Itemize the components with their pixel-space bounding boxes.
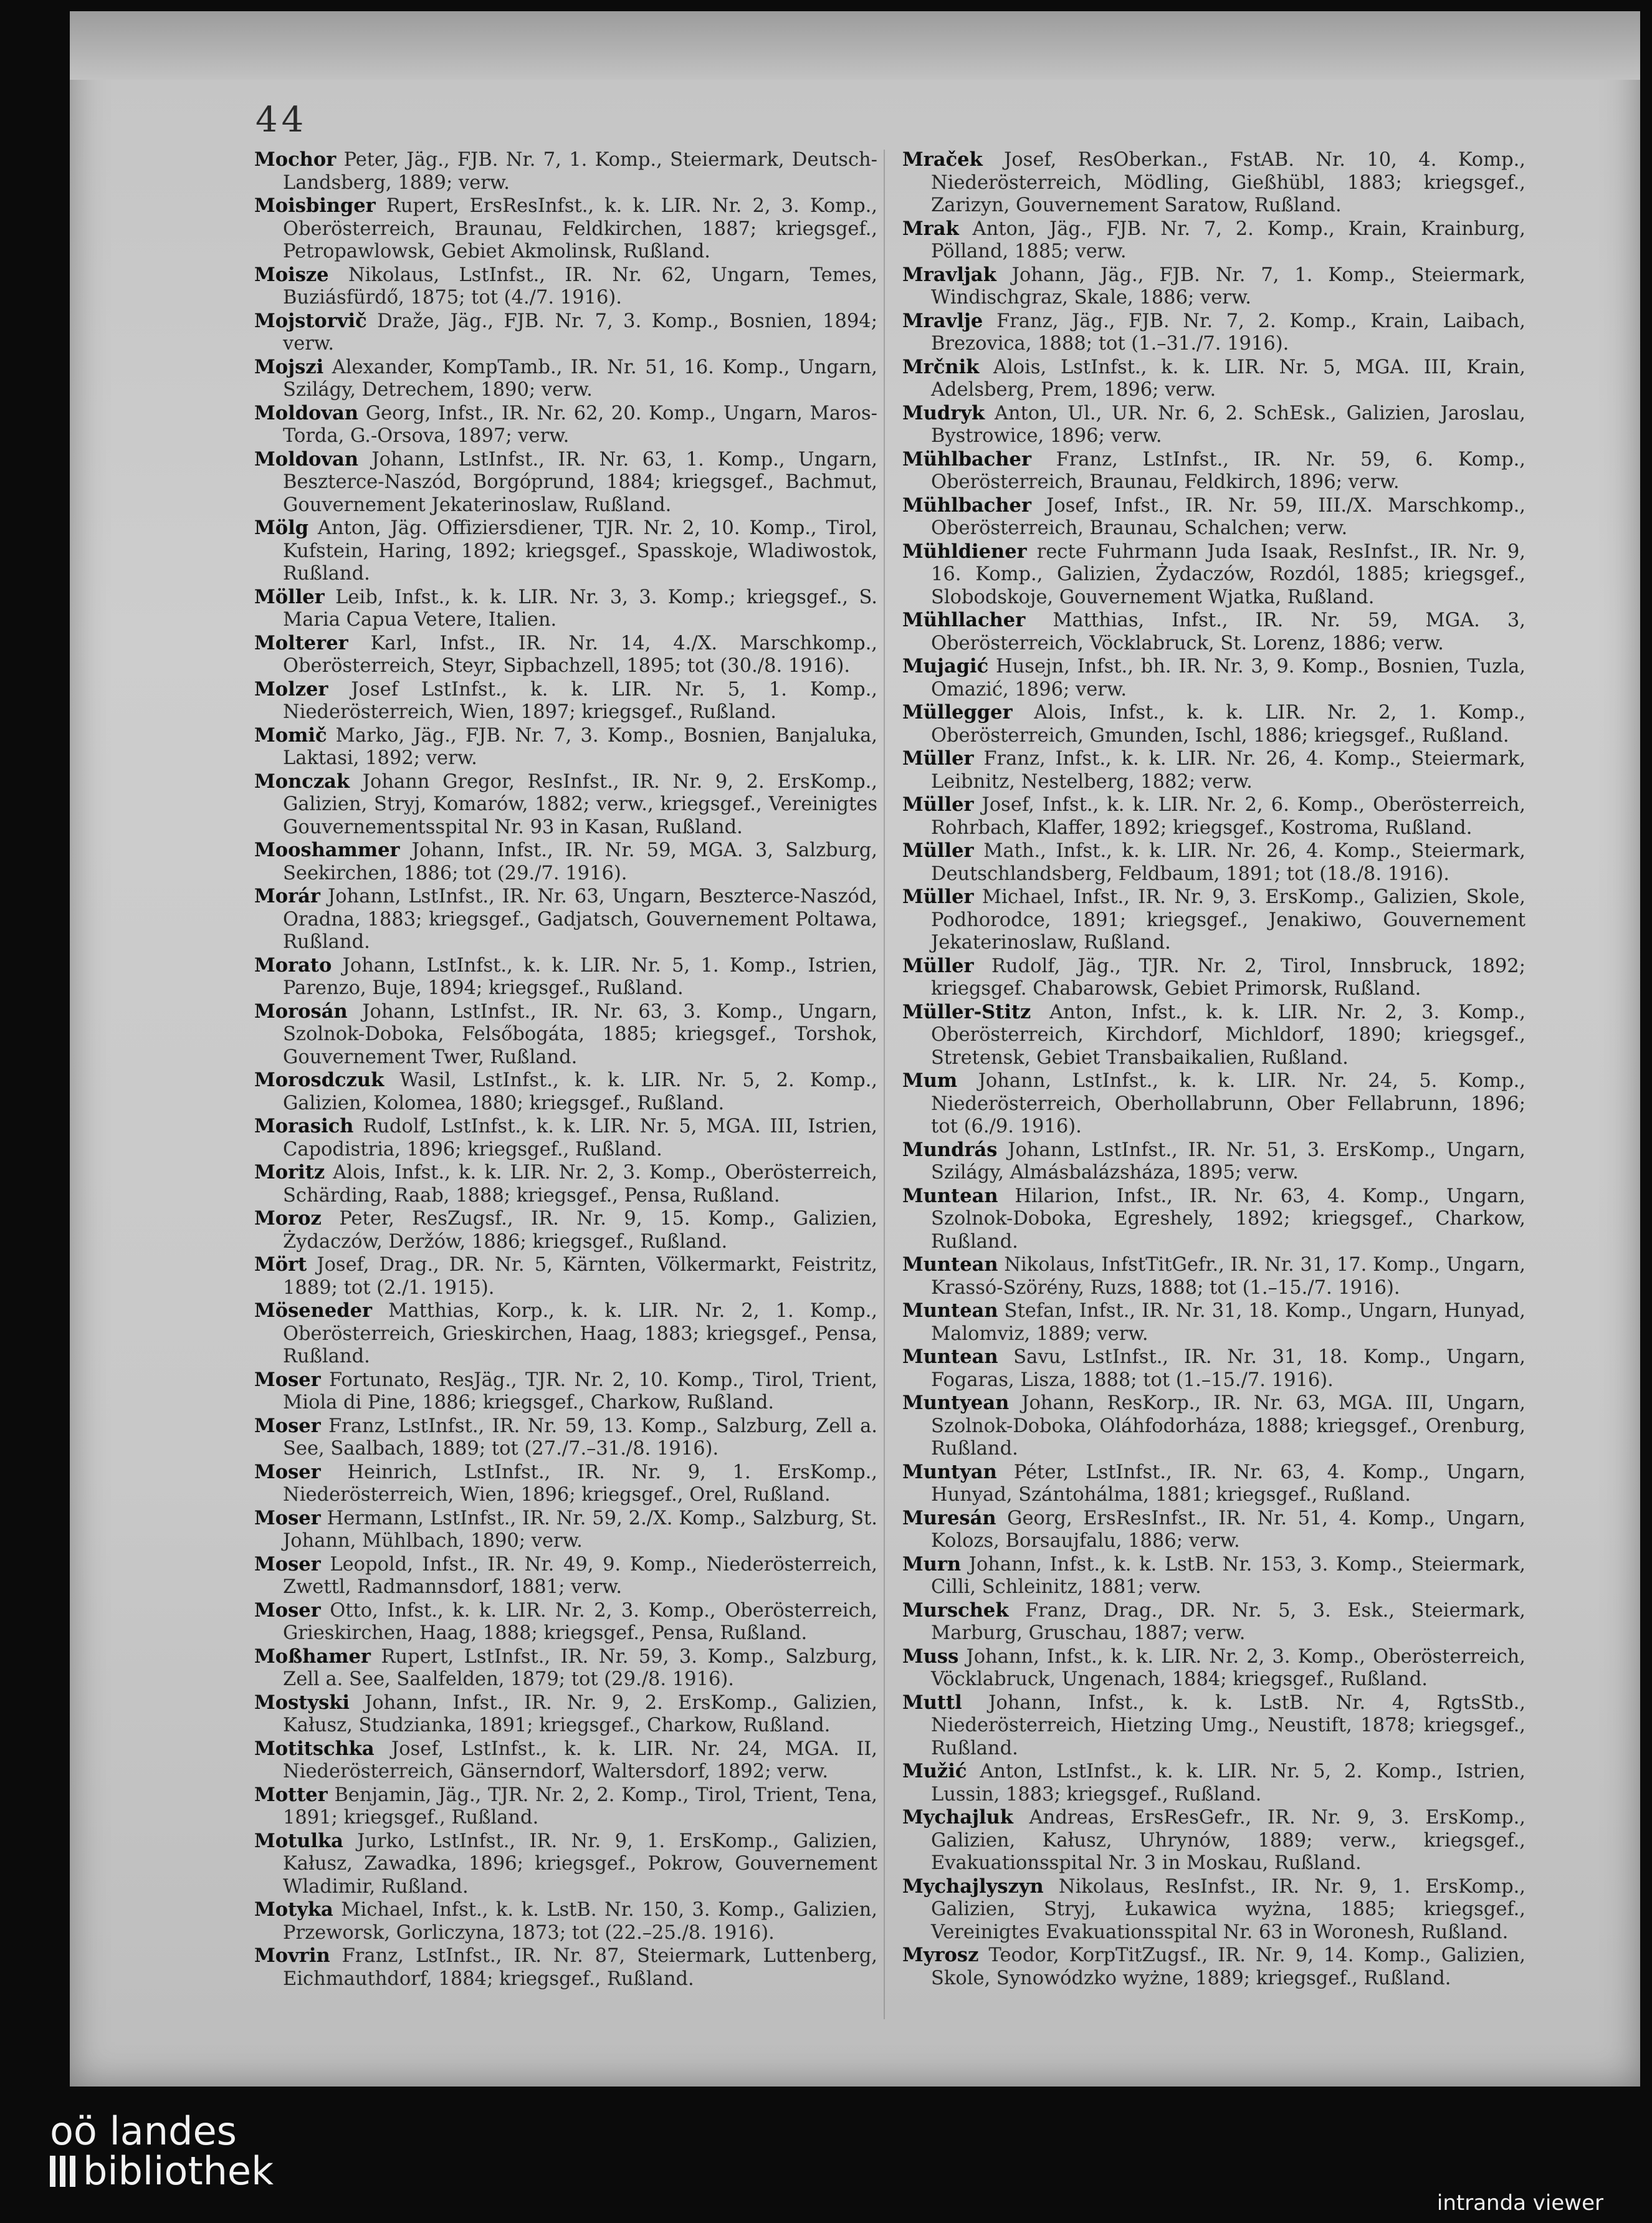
entry-details: Fortunato, ResJäg., TJR. Nr. 2, 10. Komp., Tirol, Trient, Miola di Pine, 1886; kriegsgef., Charkow, Rußland.	[283, 1369, 877, 1413]
entry-details: Franz, Infst., k. k. LIR. Nr. 26, 4. Komp., Steiermark, Leibnitz, Nestelberg, 1882; verw.	[931, 748, 1525, 793]
register-entry	[254, 1369, 877, 1415]
register-entry	[254, 402, 877, 448]
register-entry	[254, 954, 877, 1000]
register-entry	[902, 1944, 1525, 1990]
entry-surname: Muntean	[902, 1184, 998, 1207]
entry-details: Johann, Infst., k. k. LIR. Nr. 2, 3. Komp., Oberösterreich, Vöcklabruck, Ungenach, 1884; kriegsgef., Rußland.	[931, 1645, 1525, 1690]
entry-surname: Murn	[902, 1552, 962, 1575]
entry-surname: Movrin	[254, 1944, 330, 1967]
entry-surname: Morato	[254, 954, 332, 977]
register-entry	[254, 194, 877, 264]
entry-surname: Müller	[902, 747, 974, 770]
entry-details: Michael, Infst., IR. Nr. 9, 3. ErsKomp., Galizien, Skole, Podhorodce, 1891; kriegsgef., Jenakiwo, Gouvernement Jekaterinoslaw, Rußland.	[931, 886, 1525, 954]
entry-surname: Mravljak	[902, 263, 996, 286]
entry-surname: Motter	[254, 1783, 328, 1806]
register-entry	[902, 955, 1525, 1001]
entry-surname: Momič	[254, 724, 327, 747]
entry-surname: Mölg	[254, 517, 309, 539]
entry-surname: Moroz	[254, 1207, 322, 1230]
entry-surname: Muss	[902, 1645, 959, 1668]
entry-surname: Myrosz	[902, 1944, 979, 1966]
entry-surname: Moser	[254, 1460, 321, 1483]
entry-details: Johann Gregor, ResInfst., IR. Nr. 9, 2. ErsKomp., Galizien, Stryj, Komarów, 1882; verw., kriegsgef., Vereinigtes Gouvernementsspital Nr. 93 in Kasan, Rußland.	[283, 770, 877, 838]
entry-details: Husejn, Infst., bh. IR. Nr. 3, 9. Komp., Bosnien, Tuzla, Omazić, 1896; verw.	[931, 656, 1525, 700]
register-entry	[902, 839, 1525, 886]
left-column	[254, 148, 877, 1991]
entry-surname: Müller	[902, 839, 974, 862]
register-entry	[902, 1645, 1525, 1691]
register-entry	[254, 356, 877, 402]
entry-details: Franz, Jäg., FJB. Nr. 7, 2. Komp., Krain, Laibach, Brezovica, 1888; tot (1.–31./7. 1916).	[931, 310, 1525, 355]
register-entry	[902, 1346, 1525, 1392]
register-entry	[902, 1760, 1525, 1806]
register-entry	[254, 1691, 877, 1738]
entry-details: Johann, Infst., k. k. LstB. Nr. 4, RgtsStb., Niederösterreich, Hietzing Umg., Neustift, 1878; kriegsgef., Rußland.	[931, 1691, 1525, 1759]
entry-surname: Morár	[254, 885, 321, 907]
entry-details: Johann, LstInfst., IR. Nr. 63, 1. Komp., Ungarn, Beszterce-Naszód, Borgóprund, 1884; kriegsgef., Bachmut, Gouvernement Jekaterinoslaw, Rußland.	[283, 448, 877, 516]
entry-details: recte Fuhrmann Juda Isaak, ResInfst., IR. Nr. 9, 16. Komp., Galizien, Żydaczów, Rozdól, 1885; kriegsgef., Slobodskoje, Gouvernement Wjatka, Rußland.	[931, 540, 1525, 608]
entry-details: Johann, Jäg., FJB. Nr. 7, 1. Komp., Steiermark, Windischgraz, Skale, 1886; verw.	[931, 264, 1525, 308]
entry-details: Hilarion, Infst., IR. Nr. 63, 4. Komp., Ungarn, Szolnok-Doboka, Egreshely, 1892; kriegsgef., Charkow, Rußland.	[931, 1185, 1525, 1253]
entry-details: Math., Infst., k. k. LIR. Nr. 26, 4. Komp., Steiermark, Deutschlandsberg, Feldbaum, 1891; tot (18./8. 1916).	[931, 840, 1525, 885]
entry-surname: Muntean	[902, 1299, 998, 1322]
entry-surname: Morosán	[254, 1000, 348, 1023]
right-column	[902, 148, 1525, 1990]
register-entry	[254, 1898, 877, 1944]
register-entry	[254, 448, 877, 517]
library-logo[interactable]	[50, 2108, 274, 2194]
entry-details: Anton, Infst., k. k. LIR. Nr. 2, 3. Komp., Oberösterreich, Kirchdorf, Michldorf, 1890; kriegsgef., Stretensk, Gebiet Transbaikalien, Rußland.	[931, 1001, 1525, 1069]
viewer-label[interactable]: intranda viewer	[1436, 2191, 1603, 2216]
entry-surname: Mooshammer	[254, 839, 400, 861]
entry-details: Alois, LstInfst., k. k. LIR. Nr. 5, MGA. III, Krain, Adelsberg, Prem, 1896; verw.	[931, 356, 1525, 401]
entry-details: Heinrich, LstInfst., IR. Nr. 9, 1. ErsKomp., Niederösterreich, Wien, 1896; kriegsgef., Orel, Rußland.	[283, 1461, 877, 1506]
entry-details: Anton, Ul., UR. Nr. 6, 2. SchEsk., Galizien, Jaroslau, Bystrowice, 1896; verw.	[931, 402, 1525, 447]
entry-surname: Mojstorvič	[254, 309, 367, 332]
entry-surname: Mravlje	[902, 309, 983, 332]
register-entry	[902, 886, 1525, 955]
entry-details: Peter, Jäg., FJB. Nr. 7, 1. Komp., Steiermark, Deutsch-Landsberg, 1889; verw.	[283, 149, 877, 194]
register-entry	[254, 885, 877, 954]
entry-details: Matthias, Infst., IR. Nr. 59, MGA. 3, Oberösterreich, Vöcklabruck, St. Lorenz, 1886; verw.	[931, 610, 1525, 654]
register-entry	[902, 1806, 1525, 1875]
entry-details: Franz, LstInfst., IR. Nr. 59, 6. Komp., Oberösterreich, Braunau, Feldkirch, 1896; verw.	[931, 448, 1525, 493]
entry-surname: Mudryk	[902, 401, 985, 424]
page-number: 44	[255, 100, 308, 140]
entry-details: Franz, LstInfst., IR. Nr. 59, 13. Komp., Salzburg, Zell a. See, Saalbach, 1889; tot (27./7.–31./8. 1916).	[283, 1415, 877, 1460]
entry-details: Peter, ResZugsf., IR. Nr. 9, 15. Komp., Galizien, Żydaczów, Deržów, 1886; kriegsgef., Rußland.	[283, 1208, 877, 1253]
register-entry	[902, 1001, 1525, 1070]
register-entry	[254, 1207, 877, 1253]
register-entry	[254, 678, 877, 724]
register-entry	[254, 1944, 877, 1991]
entry-surname: Muttl	[902, 1691, 962, 1714]
register-entry	[254, 1645, 877, 1691]
entry-surname: Möseneder	[254, 1299, 373, 1322]
register-entry	[902, 356, 1525, 402]
entry-details: Draže, Jäg., FJB. Nr. 7, 3. Komp., Bosnien, 1894; verw.	[283, 310, 877, 355]
entry-details: Savu, LstInfst., IR. Nr. 31, 18. Komp., Ungarn, Fogaras, Lisza, 1888; tot (1.–15./7. 1916).	[931, 1346, 1525, 1391]
entry-surname: Moser	[254, 1506, 321, 1529]
entry-surname: Müller	[902, 793, 974, 816]
entry-surname: Moser	[254, 1552, 321, 1575]
entry-surname: Mychajlyszyn	[902, 1875, 1044, 1898]
entry-details: Johann, LstInfst., k. k. LIR. Nr. 5, 1. Komp., Istrien, Parenzo, Buje, 1894; kriegsgef., Rußland.	[283, 954, 877, 999]
register-entry	[254, 1115, 877, 1161]
register-entry	[902, 494, 1525, 540]
entry-details: Johann, LstInfst., k. k. LIR. Nr. 24, 5. Komp., Niederösterreich, Oberhollabrunn, Ober Fellabrunn, 1896; tot (6./9. 1916).	[931, 1070, 1525, 1137]
entry-details: Marko, Jäg., FJB. Nr. 7, 3. Komp., Bosnien, Banjaluka, Laktasi, 1892; verw.	[283, 724, 877, 769]
entry-details: Michael, Infst., k. k. LstB. Nr. 150, 3. Komp., Galizien, Przeworsk, Gorliczyna, 1873; tot (22.–25./8. 1916).	[283, 1899, 877, 1944]
entry-details: Teodor, KorpTitZugsf., IR. Nr. 9, 14. Komp., Galizien, Skole, Synowódzko wyżne, 1889; kriegsgef., Rußland.	[931, 1944, 1525, 1989]
register-entry	[254, 1553, 877, 1599]
entry-surname: Motulka	[254, 1829, 343, 1852]
entry-details: Andreas, ErsResGefr., IR. Nr. 9, 3. ErsKomp., Galizien, Kałusz, Uhrynów, 1889; verw., kriegsgef., Evakuationsspital Nr. 3 in Moskau, Rußland.	[931, 1807, 1525, 1874]
register-entry	[254, 1738, 877, 1784]
entry-surname: Mostyski	[254, 1691, 350, 1714]
entry-details: Franz, Drag., DR. Nr. 5, 3. Esk., Steiermark, Marburg, Gruschau, 1887; verw.	[931, 1599, 1525, 1644]
register-entry	[902, 1299, 1525, 1346]
register-entry	[902, 448, 1525, 494]
entry-surname: Moldovan	[254, 447, 359, 471]
register-entry	[254, 1069, 877, 1115]
entry-surname: Mört	[254, 1253, 307, 1276]
register-entry	[902, 264, 1525, 310]
register-entry	[254, 517, 877, 586]
register-entry	[902, 148, 1525, 218]
register-entry	[254, 586, 877, 632]
entry-details: Hermann, LstInfst., IR. Nr. 59, 2./X. Komp., Salzburg, St. Johann, Mühlbach, 1890; verw.	[283, 1507, 877, 1552]
register-entry	[254, 770, 877, 839]
entry-details: Wasil, LstInfst., k. k. LIR. Nr. 5, 2. Komp., Galizien, Kolomea, 1880; kriegsgef., Rußland.	[283, 1069, 877, 1114]
entry-surname: Moisze	[254, 263, 329, 286]
register-entry	[254, 1253, 877, 1299]
register-entry	[254, 1000, 877, 1069]
entry-details: Anton, Jäg., FJB. Nr. 7, 2. Komp., Krain, Krainburg, Pölland, 1885; verw.	[931, 218, 1525, 262]
entry-surname: Muntyan	[902, 1460, 997, 1483]
entry-surname: Mundrás	[902, 1138, 998, 1161]
entry-surname: Motitschka	[254, 1737, 375, 1760]
entry-details: Otto, Infst., k. k. LIR. Nr. 2, 3. Komp., Oberösterreich, Grieskirchen, Haag, 1888; kriegsgef., Pensa, Rußland.	[283, 1599, 877, 1644]
entry-surname: Morosdczuk	[254, 1069, 384, 1091]
register-entry	[902, 1139, 1525, 1185]
entry-surname: Moldovan	[254, 401, 359, 424]
logo-bars-icon	[50, 2156, 75, 2187]
logo-line-1: oö landes	[50, 2108, 237, 2154]
entry-details: Rupert, LstInfst., IR. Nr. 59, 3. Komp., Salzburg, Zell a. See, Saalfelden, 1879; tot (29./8. 1916).	[283, 1645, 877, 1690]
entry-surname: Mrak	[902, 217, 959, 240]
entry-surname: Monczak	[254, 770, 350, 793]
entry-surname: Müller	[902, 886, 974, 908]
register-entry	[254, 1784, 877, 1830]
entry-details: Matthias, Korp., k. k. LIR. Nr. 2, 1. Komp., Oberösterreich, Grieskirchen, Haag, 1883; kriegsgef., Pensa, Rußland.	[283, 1300, 877, 1367]
register-entry	[902, 1185, 1525, 1254]
entry-details: Nikolaus, LstInfst., IR. Nr. 62, Ungarn, Temes, Buziásfürdő, 1875; tot (4./7. 1916).	[283, 264, 877, 308]
entry-surname: Mühllacher	[902, 609, 1026, 631]
entry-details: Franz, LstInfst., IR. Nr. 87, Steiermark, Luttenberg, Eichmauthdorf, 1884; kriegsgef., Rußland.	[283, 1945, 877, 1990]
register-entry	[254, 1599, 877, 1645]
entry-details: Nikolaus, ResInfst., IR. Nr. 9, 1. ErsKomp., Galizien, Stryj, Łukawica wyżna, 1885; kriegsgef., Vereinigtes Evakuationsspital Nr. 63 in Woronesh, Rußland.	[931, 1875, 1525, 1943]
register-entry	[254, 1299, 877, 1369]
entry-details: Stefan, Infst., IR. Nr. 31, 18. Komp., Ungarn, Hunyad, Malomviz, 1889; verw.	[931, 1300, 1525, 1345]
entry-surname: Muntyean	[902, 1392, 1010, 1414]
register-entry	[902, 609, 1525, 655]
register-entry	[902, 701, 1525, 747]
entry-surname: Müller	[902, 954, 974, 977]
entry-details: Benjamin, Jäg., TJR. Nr. 2, 2. Komp., Tirol, Trient, Tena, 1891; kriegsgef., Rußland.	[283, 1784, 877, 1829]
entry-surname: Mühldiener	[902, 540, 1027, 563]
entry-surname: Müllegger	[902, 701, 1013, 724]
entry-surname: Motyka	[254, 1898, 333, 1921]
register-entry	[902, 1069, 1525, 1139]
register-entry	[902, 747, 1525, 793]
register-entry	[902, 1461, 1525, 1507]
register-entry	[902, 1599, 1525, 1645]
entry-details: Josef, ResOberkan., FstAB. Nr. 10, 4. Komp., Niederösterreich, Mödling, Gießhübl, 1883; kriegsgef., Zarizyn, Gouvernement Saratow, Rußland.	[931, 149, 1525, 216]
entry-details: Johann, Infst., IR. Nr. 9, 2. ErsKomp., Galizien, Kałusz, Studzianka, 1891; kriegsgef., Charkow, Rußland.	[283, 1691, 877, 1736]
entry-surname: Morasich	[254, 1115, 354, 1137]
entry-surname: Mychajluk	[902, 1806, 1013, 1829]
entry-surname: Mochor	[254, 148, 337, 171]
entry-details: Anton, LstInfst., k. k. LIR. Nr. 5, 2. Komp., Istrien, Lussin, 1883; kriegsgef., Rußland.	[931, 1761, 1525, 1805]
entry-details: Leib, Infst., k. k. LIR. Nr. 3, 3. Komp.; kriegsgef., S. Maria Capua Vetere, Italien.	[283, 586, 877, 631]
register-entry	[254, 632, 877, 678]
entry-details: Johann, LstInfst., IR. Nr. 63, 3. Komp., Ungarn, Szolnok-Doboka, Felsőbogáta, 1885; kriegsgef., Torshok, Gouvernement Twer, Rußland.	[283, 1000, 877, 1068]
register-entry	[254, 1415, 877, 1461]
entry-surname: Molzer	[254, 677, 328, 700]
entry-surname: Mujagić	[902, 655, 989, 677]
register-entry	[902, 1392, 1525, 1461]
entry-details: Anton, Jäg. Offiziersdiener, TJR. Nr. 2, 10. Komp., Tirol, Kufstein, Haring, 1892; kriegsgef., Spasskoje, Wladiwostok, Rußland.	[283, 517, 877, 585]
register-entry	[254, 1830, 877, 1899]
entry-surname: Muresán	[902, 1506, 996, 1529]
register-entry	[254, 264, 877, 310]
entry-details: Alexander, KompTamb., IR. Nr. 51, 16. Komp., Ungarn, Szilágy, Detrechem, 1890; verw.	[283, 356, 877, 401]
entry-details: Karl, Infst., IR. Nr. 14, 4./X. Marschkomp., Oberösterreich, Steyr, Sipbachzell, 1895; tot (30./8. 1916).	[283, 632, 877, 677]
register-entry	[254, 310, 877, 356]
logo-line-2: bibliothek	[83, 2148, 274, 2194]
entry-surname: Mrčnik	[902, 355, 980, 378]
register-entry	[902, 1553, 1525, 1599]
entry-details: Leopold, Infst., IR. Nr. 49, 9. Komp., Niederösterreich, Zwettl, Radmannsdorf, 1881; verw.	[283, 1553, 877, 1598]
entry-surname: Moßhamer	[254, 1645, 371, 1668]
register-entry	[254, 148, 877, 194]
column-divider	[884, 150, 885, 2019]
entry-details: Josef, LstInfst., k. k. LIR. Nr. 24, MGA. II, Niederösterreich, Gänserndorf, Waltersdorf, 1892; verw.	[283, 1738, 877, 1782]
entry-details: Johann, LstInfst., IR. Nr. 51, 3. ErsKomp., Ungarn, Szilágy, Almásbalázsháza, 1895; verw.	[931, 1139, 1525, 1183]
entry-surname: Mraček	[902, 148, 983, 171]
entry-details: Josef, Drag., DR. Nr. 5, Kärnten, Völkermarkt, Feistritz, 1889; tot (2./1. 1915).	[283, 1254, 877, 1299]
entry-details: Péter, LstInfst., IR. Nr. 63, 4. Komp., Ungarn, Hunyad, Szántohálma, 1881; kriegsgef., Rußland.	[931, 1461, 1525, 1506]
entry-surname: Mühlbacher	[902, 494, 1032, 517]
page-top-edge	[70, 11, 1640, 80]
register-entry	[902, 1507, 1525, 1553]
entry-surname: Möller	[254, 585, 325, 608]
register-entry	[902, 1253, 1525, 1299]
entry-details: Johann, LstInfst., IR. Nr. 63, Ungarn, Beszterce-Naszód, Oradna, 1883; kriegsgef., Gadjatsch, Gouvernement Poltawa, Rußland.	[283, 886, 877, 953]
entry-surname: Molterer	[254, 631, 348, 654]
entry-surname: Mum	[902, 1069, 958, 1092]
register-entry	[902, 540, 1525, 610]
entry-surname: Murschek	[902, 1599, 1009, 1622]
entry-details: Rudolf, Jäg., TJR. Nr. 2, Tirol, Innsbruck, 1892; kriegsgef. Chabarowsk, Gebiet Primorsk, Rußland.	[931, 955, 1525, 1000]
entry-surname: Moser	[254, 1599, 321, 1622]
register-entry	[902, 218, 1525, 264]
register-entry	[902, 310, 1525, 356]
entry-surname: Moser	[254, 1368, 321, 1391]
entry-surname: Müller-Stitz	[902, 1000, 1031, 1023]
entry-details: Josef, Infst., k. k. LIR. Nr. 2, 6. Komp., Oberösterreich, Rohrbach, Klaffer, 1892; kriegsgef., Kostroma, Rußland.	[931, 794, 1525, 839]
entry-details: Johann, ResKorp., IR. Nr. 63, MGA. III, Ungarn, Szolnok-Doboka, Oláhfodorháza, 1888; kriegsgef., Orenburg, Rußland.	[931, 1392, 1525, 1460]
register-entry	[902, 1875, 1525, 1944]
register-entry	[902, 1691, 1525, 1761]
entry-surname: Moser	[254, 1414, 321, 1437]
entry-details: Alois, Infst., k. k. LIR. Nr. 2, 3. Komp., Oberösterreich, Schärding, Raab, 1888; kriegsgef., Pensa, Rußland.	[283, 1162, 877, 1207]
entry-details: Josef, Infst., IR. Nr. 59, III./X. Marschkomp., Oberösterreich, Braunau, Schalchen; verw.	[931, 494, 1525, 539]
entry-details: Johann, Infst., k. k. LstB. Nr. 153, 3. Komp., Steiermark, Cilli, Schleinitz, 1881; verw.	[931, 1553, 1525, 1598]
entry-details: Josef LstInfst., k. k. LIR. Nr. 5, 1. Komp., Niederösterreich, Wien, 1897; kriegsgef., Rußland.	[283, 678, 877, 723]
register-entry	[902, 655, 1525, 701]
register-entry	[254, 1161, 877, 1207]
register-entry	[254, 724, 877, 770]
entry-surname: Muntean	[902, 1253, 998, 1276]
entry-surname: Mojszi	[254, 355, 324, 378]
entry-surname: Moritz	[254, 1161, 325, 1183]
register-entry	[254, 1461, 877, 1507]
register-entry	[254, 839, 877, 885]
entry-details: Nikolaus, InfstTitGefr., IR. Nr. 31, 17. Komp., Ungarn, Krassó-Szörény, Ruzs, 1888; tot (1.–15./7. 1916).	[931, 1254, 1525, 1299]
entry-details: Jurko, LstInfst., IR. Nr. 9, 1. ErsKomp., Galizien, Kałusz, Zawadka, 1896; kriegsgef., Pokrow, Gouvernement Wladimir, Rußland.	[283, 1830, 877, 1898]
entry-details: Rupert, ErsResInfst., k. k. LIR. Nr. 2, 3. Komp., Oberösterreich, Braunau, Feldkirchen, 1887; kriegsgef., Petropawlowsk, Gebiet Akmolinsk, Rußland.	[283, 195, 877, 262]
entry-surname: Moisbinger	[254, 194, 376, 217]
register-entry	[254, 1507, 877, 1553]
entry-details: Georg, ErsResInfst., IR. Nr. 51, 4. Komp., Ungarn, Kolozs, Borsaujfalu, 1886; verw.	[931, 1507, 1525, 1552]
register-entry	[902, 793, 1525, 839]
entry-details: Alois, Infst., k. k. LIR. Nr. 2, 1. Komp., Oberösterreich, Gmunden, Ischl, 1886; kriegsgef., Rußland.	[931, 702, 1525, 747]
entry-surname: Muntean	[902, 1346, 998, 1368]
entry-surname: Mühlbacher	[902, 447, 1032, 471]
entry-details: Johann, Infst., IR. Nr. 59, MGA. 3, Salzburg, Seekirchen, 1886; tot (29./7. 1916).	[283, 839, 877, 884]
register-entry	[902, 402, 1525, 448]
entry-details: Georg, Infst., IR. Nr. 62, 20. Komp., Ungarn, Maros-Torda, G.-Orsova, 1897; verw.	[283, 402, 877, 447]
entry-details: Rudolf, LstInfst., k. k. LIR. Nr. 5, MGA. III, Istrien, Capodistria, 1896; kriegsgef., Rußland.	[283, 1116, 877, 1160]
entry-surname: Mužić	[902, 1760, 967, 1782]
